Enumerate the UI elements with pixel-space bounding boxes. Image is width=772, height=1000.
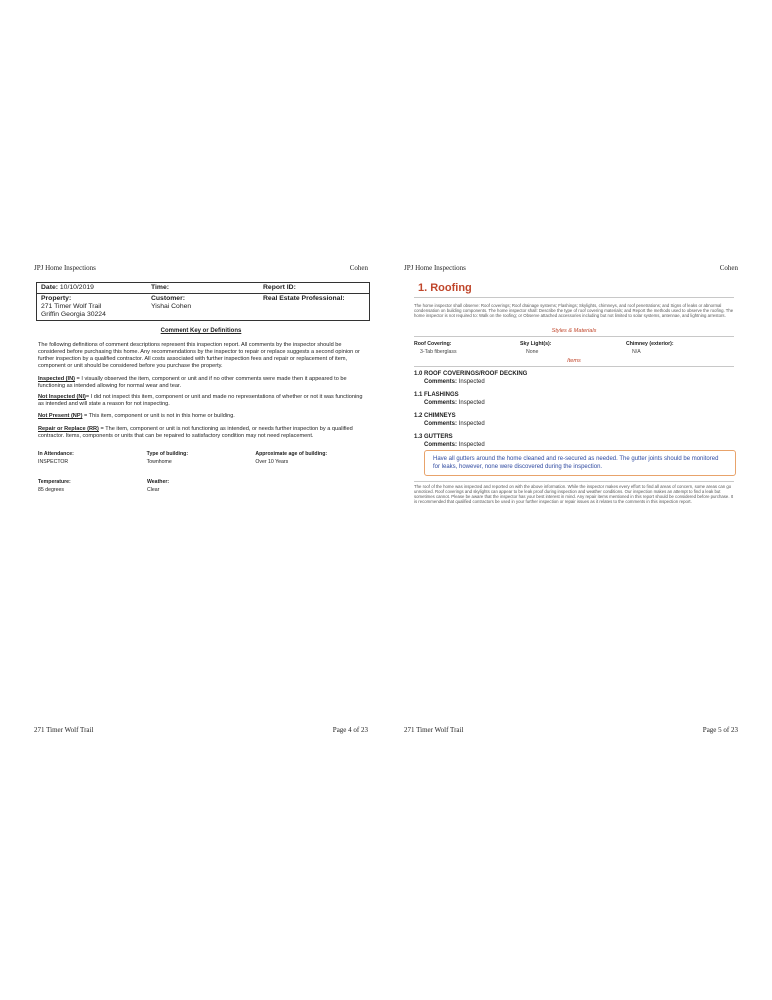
gutter-recommendation-note: Have all gutters around the home cleaned and re-secured as needed. The gutter joints should be monitored for leaks, however, none were discovered during the inspection.: [424, 450, 736, 476]
styles-materials-grid: [414, 340, 734, 356]
building-type-field: [147, 450, 256, 466]
inspection-item: [414, 391, 485, 407]
page-number: Page 5 of 23: [702, 726, 738, 734]
definition-term: Not Inspected (NI): [38, 394, 86, 400]
definition-inspected: [38, 376, 364, 390]
agent-label: Real Estate Professional:: [263, 295, 345, 302]
inspection-conditions-row-2: [38, 478, 364, 494]
inspection-conditions-row-1: [38, 450, 364, 466]
info-row-date: [37, 283, 369, 293]
item-status: Inspected: [458, 379, 485, 385]
comments-label: Comments:: [424, 421, 458, 427]
chimney-field: [626, 340, 732, 356]
style-value: 3-Tab fiberglass: [420, 349, 457, 355]
building-age-value: Over 10 Years: [255, 459, 289, 465]
definition-text: = I did not inspect this item, component or unit and made no representations of whether or not it was functioning as intended and will state a reason for not inspecting.: [38, 394, 363, 407]
definition-term: Not Present (NP): [38, 413, 83, 419]
style-label: Chimney (exterior):: [626, 341, 674, 347]
item-status: Inspected: [458, 421, 485, 427]
style-label: Sky Light(s):: [520, 341, 552, 347]
item-comments: [414, 420, 485, 428]
comment-key-title: Comment Key or Definitions: [160, 328, 242, 334]
style-label: Roof Covering:: [414, 341, 452, 347]
property-address-line1: 271 Timer Wolf Trail: [41, 303, 102, 310]
inspection-item: [414, 433, 485, 449]
building-age-label: Approximate age of building:: [255, 451, 328, 457]
inspection-item: [414, 370, 527, 386]
page-number: Page 4 of 23: [332, 726, 368, 734]
skylight-field: [520, 340, 626, 356]
section-intro: The home inspector shall observe: Roof coverings; Roof drainage systems; Flashings; Skylights, chimneys, and roof penetrations; and Signs of leaks or abnormal condensation on building components. The home inspector shall: Describe the type of roof covering materials; and Report the methods used to observe the roofing. The home inspector is not required to: Walk on the roofing; or Observe attached accessories including but not limited to solar systems, antennae, and lightning arrestors.: [414, 303, 734, 318]
roof-covering-field: [414, 340, 520, 356]
report-info-box: [36, 282, 370, 321]
building-type-label: Type of building:: [146, 451, 189, 457]
customer-value: Yishai Cohen: [151, 303, 192, 310]
item-comments: [414, 441, 485, 449]
page-header: [404, 262, 738, 276]
definition-text: = I visually observed the item, component or unit and if no other comments were made then it appeared to be functioning as intended allowing for normal wear and tear.: [38, 376, 347, 389]
customer-cell: [147, 294, 259, 320]
report-id-label: Report ID:: [263, 284, 296, 291]
footer-address: 271 Timer Wolf Trail: [404, 726, 464, 734]
item-status: Inspected: [458, 442, 485, 448]
company-name: JPJ Home Inspections: [34, 264, 96, 272]
definition-repair-replace: [38, 426, 364, 440]
definitions-intro: The following definitions of comment descriptions represent this inspection report. All comments by the inspector should be considered before purchasing this home. Any recommendations by the inspector to repair or replace suggests a second opinion or further inspection by a qualified contractor. All costs associated with further inspection fees and repair or replacement of item, component or unit should be considered before you purchase the property.: [38, 342, 360, 369]
style-value: None: [526, 349, 539, 355]
temperature-value: 85 degrees: [38, 487, 64, 493]
temperature-field: [38, 478, 147, 494]
items-heading: Items: [567, 358, 581, 364]
property-cell: [37, 294, 147, 320]
weather-label: Weather:: [147, 479, 170, 485]
definition-text: = This item, component or unit is not in this home or building.: [82, 413, 235, 419]
definition-not-inspected: [38, 394, 364, 408]
report-page-4: [34, 262, 368, 740]
building-age-field: [255, 450, 364, 466]
time-label: Time:: [151, 284, 170, 291]
page-header: [34, 262, 368, 276]
style-value: N/A: [632, 349, 641, 355]
styles-heading: Styles & Materials: [551, 328, 597, 334]
definition-not-present: [38, 413, 364, 420]
client-name: Cohen: [719, 264, 738, 272]
comments-label: Comments:: [424, 442, 458, 448]
roofing-disclaimer: The roof of the home was inspected and reported on with the above information. While the inspector makes every effort to find all areas of concern, some areas can go unnoticed. Roof coverings and skylights can appear to be leak proof during inspection and weather conditions. Our inspection makes an attempt to find a leak but sometimes cannot. Please be aware that the inspector has your best interest in mind. Any repair items mentioned in this report should be considered before purchase. It is recommended that qualified contractors be used in your further inspection or repair issues as it relates to the comments in this inspection report.: [414, 484, 734, 504]
inspection-item: [414, 412, 485, 428]
comments-label: Comments:: [424, 400, 458, 406]
divider: [414, 366, 734, 367]
property-address-line2: Griffin Georgia 30224: [41, 311, 106, 318]
item-comments: [414, 378, 527, 386]
divider: [414, 297, 734, 298]
temperature-label: Temperature:: [38, 479, 71, 485]
comments-label: Comments:: [424, 379, 458, 385]
section-title: 1. Roofing: [418, 282, 472, 294]
item-name: 1.0 ROOF COVERINGS/ROOF DECKING: [414, 371, 528, 377]
item-comments: [414, 399, 485, 407]
attendance-field: [38, 450, 147, 466]
date-value: 10/10/2019: [59, 284, 94, 291]
building-type-value: Townhome: [146, 459, 172, 465]
client-name: Cohen: [349, 264, 368, 272]
divider: [414, 481, 734, 482]
item-status: Inspected: [458, 400, 485, 406]
report-page-5: [404, 262, 738, 740]
attendance-value: INSPECTOR: [38, 459, 69, 465]
definition-term: Repair or Replace (RR): [38, 426, 99, 432]
attendance-label: In Attendance:: [38, 451, 74, 457]
date-label: Date:: [41, 284, 58, 291]
footer-address: 271 Timer Wolf Trail: [34, 726, 94, 734]
property-label: Property:: [41, 295, 72, 302]
company-name: JPJ Home Inspections: [404, 264, 466, 272]
weather-field: [147, 478, 256, 494]
definition-text: = The item, component or unit is not functioning as intended, or needs further inspection by a qualified contractor. Items, components or units that can be repaired to satisfactory condition may not need replacement.: [38, 426, 353, 439]
item-name: 1.1 FLASHINGS: [414, 392, 459, 398]
item-name: 1.3 GUTTERS: [414, 434, 453, 440]
date-cell: [37, 283, 147, 293]
divider: [414, 336, 734, 337]
customer-label: Customer:: [151, 295, 185, 302]
definition-term: Inspected (IN): [38, 376, 75, 382]
item-name: 1.2 CHIMNEYS: [414, 413, 456, 419]
info-row-parties: [37, 293, 369, 320]
weather-value: Clear: [147, 487, 160, 493]
